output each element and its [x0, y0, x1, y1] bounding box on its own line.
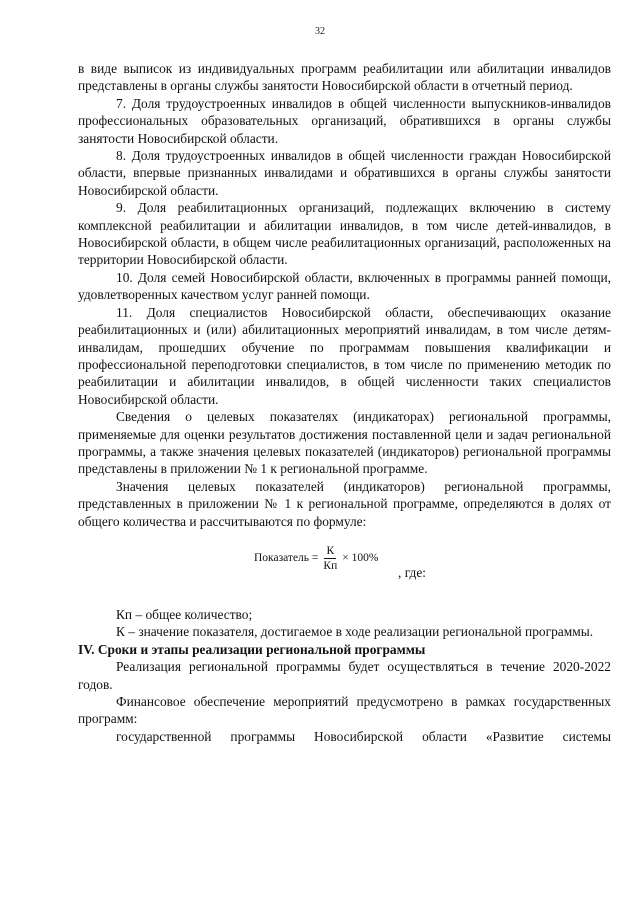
paragraph: 9. Доля реабилитационных организаций, подлежащих включению в систему комплексной реабилитации и абилитации инвалидов, в том числе детей-инвалидов, в Новосибирской области, в общем числе реабилитационных организаций, расположенных на территории Новосибирской области. [78, 200, 611, 268]
paragraph: 7. Доля трудоустроенных инвалидов в общей численности выпускников-инвалидов профессиональных образовательных организаций, обратившихся в органы службы занятости Новосибирской области. [78, 95, 611, 146]
formula-rhs: × 100% [342, 551, 379, 564]
formula-fraction [321, 544, 339, 573]
formula-lhs: Показатель = [254, 551, 319, 564]
section-heading: IV. Сроки и этапы реализации региональной программы [78, 641, 426, 657]
paragraph: государственной программы Новосибирской области «Развитие системы [116, 728, 611, 744]
formula [254, 544, 378, 573]
definition: Кп – общее количество; [116, 606, 253, 622]
paragraph: Реализация региональной программы будет осуществляться в течение 2020-2022 годов. [78, 659, 611, 692]
paragraph: Финансовое обеспечение мероприятий предусмотрено в рамках государственных программ: [78, 694, 611, 727]
paragraph: 11. Доля специалистов Новосибирской области, обеспечивающих оказание реабилитационных и (или) абилитационных мероприятий инвалидам, в том числе детям-инвалидам, прошедших обучение по программам повышения квалификации и профессиональной переподготовки специалистов, в том числе по применению методик по реабилитации и абилитации инвалидов, в общей численности таких специалистов Новосибирской области. [78, 304, 611, 407]
paragraph: 8. Доля трудоустроенных инвалидов в общей численности граждан Новосибирской области, впервые признанных инвалидами и обратившихся в органы службы занятости Новосибирской области. [78, 148, 611, 198]
definition: К – значение показателя, достигаемое в ходе реализации региональной программы. [116, 624, 594, 640]
formula-numerator: К [326, 544, 335, 557]
formula-denominator: Кп [323, 559, 338, 572]
document-body [78, 60, 611, 745]
formula-tail: , где: [398, 564, 426, 580]
page-number: 32 [315, 26, 325, 37]
paragraph: в виде выписок из индивидуальных программ реабилитации или абилитации инвалидов представлены в органы службы занятости Новосибирской области в отчетный период. [78, 61, 611, 94]
paragraph: Значения целевых показателей (индикаторов) региональной программы, представленных в приложении № 1 к региональной программе, определяются в долях от общего количества и рассчитываются по формуле: [78, 478, 611, 529]
paragraph: 10. Доля семей Новосибирской области, включенных в программы ранней помощи, удовлетворенных качеством услуг ранней помощи. [78, 269, 611, 303]
formula-block [78, 530, 611, 606]
paragraph: Сведения о целевых показателях (индикаторах) региональной программы, применяемые для оценки результатов достижения поставленной цели и задач региональной программы, а также значения целевых показателей (индикаторов) региональной программы представлены в приложении № 1 к региональной программе. [78, 409, 611, 477]
